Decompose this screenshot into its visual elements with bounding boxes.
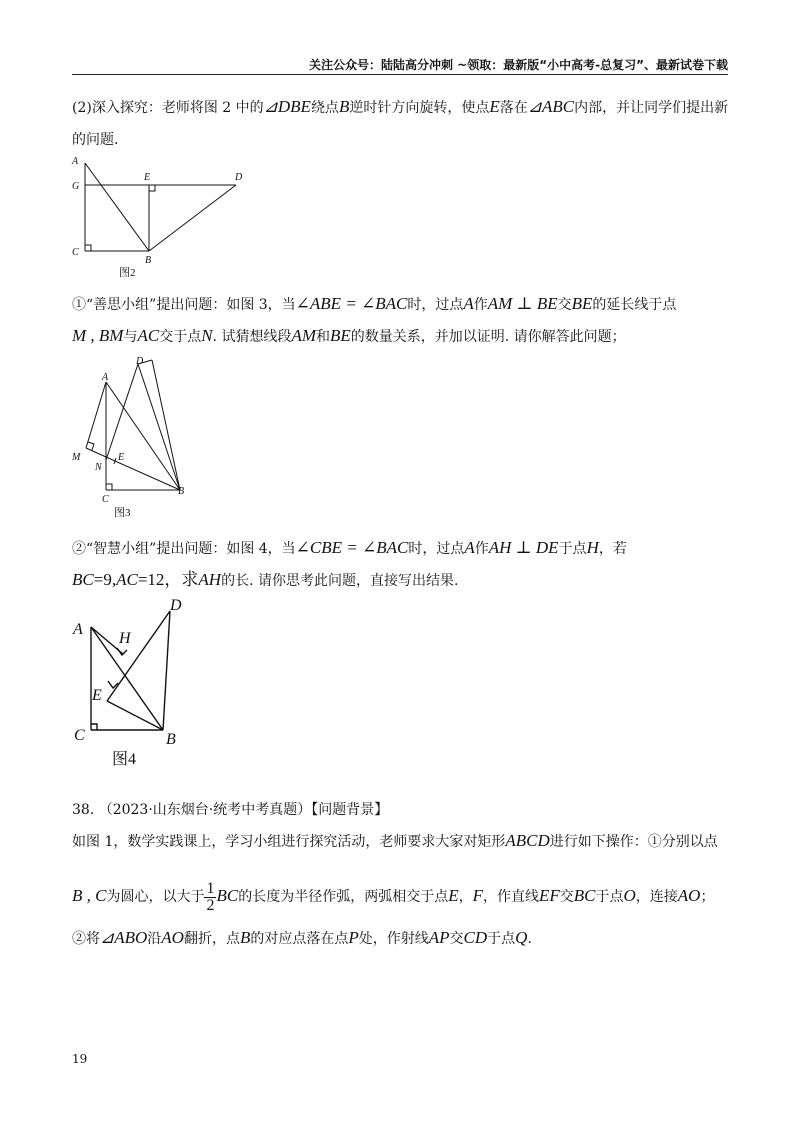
fraction-one-half: $\frac{1}{2}$ [206, 879, 215, 914]
q38-line2: B , C为圆心，以大于 $\frac{1}{2}$ BC的长度为半径作弧，两弧相交于点E，F，作直线EF交BC于点O，连接AO； [72, 879, 715, 914]
fig4-caption: 图4 [112, 751, 137, 768]
page-header: 关注公众号：陆陆高分冲刺 ~领取：最新版“小中高考-总复习”、最新试卷下载 [72, 56, 728, 75]
fig2-label-b: B [145, 255, 152, 266]
fig4-label-a: A [73, 621, 83, 638]
fig4-label-c: C [74, 727, 85, 744]
q1-line1: ①“善思小组”提出问题：如图 3，当∠ABE = ∠BAC时，过点A作AM ⊥ BE交BE的延长线于点 [72, 294, 677, 313]
fig2-caption: 图2 [119, 267, 136, 279]
fig2-label-a: A [72, 156, 79, 167]
fig4-label-b: B [166, 731, 176, 748]
fig3-label-a: A [102, 372, 109, 383]
q2-line2: BC=9,AC=12，求AH的长. 请你思考此问题，直接写出结果. [72, 570, 459, 589]
fig4-label-e: E [92, 687, 102, 704]
fig2-label-c: C [72, 247, 79, 258]
part2-line1: (2)深入探究：老师将图 2 中的⊿DBE绕点B逆时针方向旋转，使点E落在⊿ABC内部，并让同学们提出新 [72, 97, 729, 116]
figure-2 [70, 155, 260, 280]
figure-4 [70, 595, 195, 775]
figure-3 [68, 352, 203, 522]
fig3-caption: 图3 [114, 507, 131, 519]
q38-title: 38. （2023·山东烟台·统考中考真题）【问题背景】 [72, 802, 389, 818]
part2-line2: 的问题. [72, 132, 119, 148]
fig2-label-e: E [144, 172, 151, 183]
q1-line2: M , BM与AC交于点N. 试猜想线段AM和BE的数量关系，并加以证明. 请你解答此问题； [72, 326, 626, 345]
fig3-label-n: N [95, 462, 102, 473]
fig2-label-d: D [235, 172, 243, 183]
fig3-label-c: C [102, 494, 109, 505]
q38-line1: 如图 1，数学实践课上，学习小组进行探究活动，老师要求大家对矩形ABCD进行如下操作：①分别以点 [72, 831, 718, 850]
fig3-label-e: E [118, 452, 125, 463]
fig4-label-h: H [119, 630, 131, 647]
page-number: 19 [72, 1052, 88, 1066]
fig2-label-g: G [72, 181, 80, 192]
q2-line1: ②“智慧小组”提出问题：如图 4，当∠CBE = ∠BAC时，过点A作AH ⊥ DE于点H，若 [72, 538, 627, 557]
fig3-label-d: D [136, 356, 144, 367]
fig3-label-b: B [178, 486, 185, 497]
fig4-label-d: D [170, 597, 182, 614]
fig3-label-m: M [72, 452, 81, 463]
q38-line3: ②将⊿ABO沿AO翻折，点B的对应点落在点P处，作射线AP交CD于点Q. [72, 928, 532, 947]
